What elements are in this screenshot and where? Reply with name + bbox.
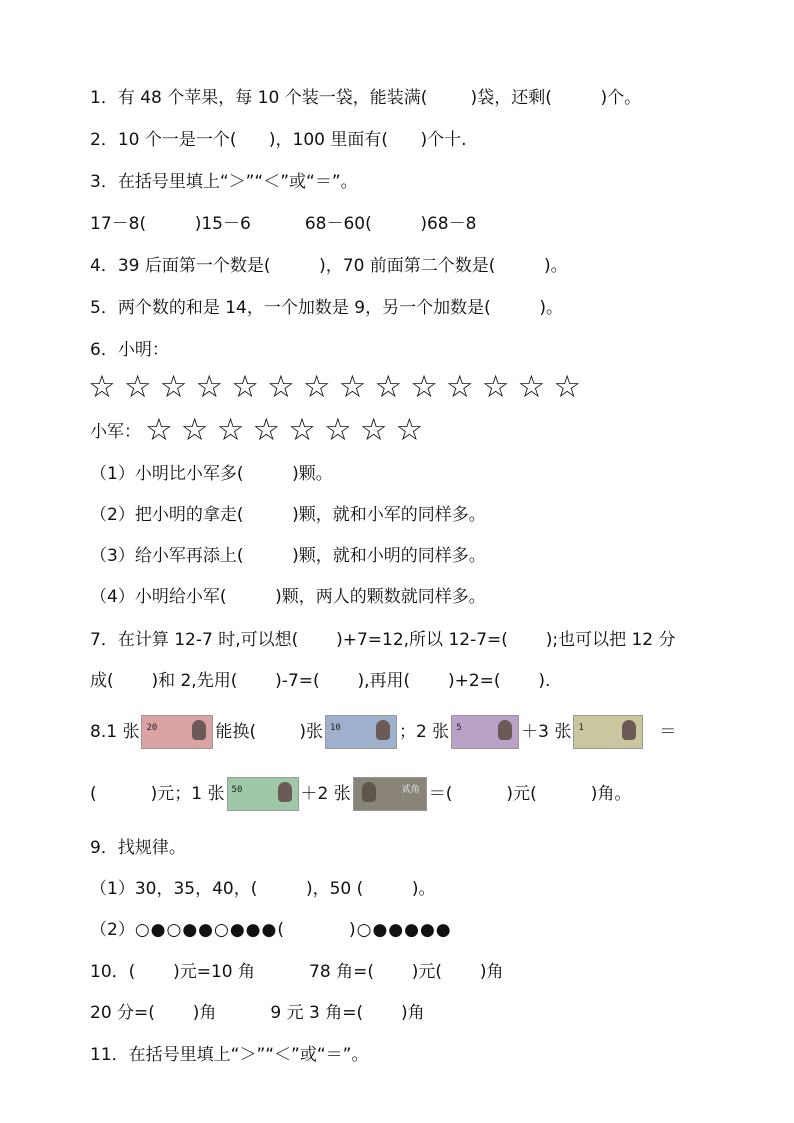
question-7-text-1: 7．在计算 12-7 时,可以想( )+7=12,所以 12-7=( );也可以把 12 分 [90,630,676,650]
question-7-line-1 [90,628,676,652]
portrait-icon [192,720,206,740]
question-5 [90,296,563,320]
portrait-icon [498,720,512,740]
banknote-value: 1 [578,723,584,733]
question-6-label: 6．小明： [90,340,169,360]
question-6-2 [90,503,486,527]
portrait-icon [362,782,376,802]
banknote-10-yuan [325,715,397,749]
question-10-line-2 [90,1001,425,1025]
question-6-2-text: （2）把小明的拿走( )颗，就和小军的同样多。 [90,505,486,525]
question-11 [90,1043,368,1067]
question-8-line-1 [90,714,676,750]
q8-text-2: 能换( )张 [215,722,323,742]
banknote-2-jiao [353,777,427,811]
q8-text-3: ；2 张 [398,722,450,742]
xiaojun-row [90,420,141,444]
question-6-4 [90,585,486,609]
question-7-line-2 [90,669,550,693]
banknote-1-yuan [573,715,643,749]
question-6-4-text: （4）小明给小军( )颗，两人的颗数就同样多。 [90,587,486,607]
portrait-icon [278,782,292,802]
question-3-comparisons: 17－8( )15－6 68－60( )68－8 [90,214,477,234]
banknote-5-yuan [451,715,519,749]
question-9-2-prefix: （2） [90,920,135,940]
question-10-text-2: 20 分=( )角 9 元 3 角=( )角 [90,1003,425,1023]
portrait-icon [376,720,390,740]
question-3 [90,170,358,194]
banknote-value: 20 [146,723,158,733]
q8-text-7: ＋2 张 [300,784,351,804]
question-2 [90,128,466,152]
question-1-text: 1．有 48 个苹果，每 10 个装一袋，能装满( )袋，还剩( )个。 [90,88,642,108]
question-7-text-2: 成( )和 2,先用( )-7=( ),再用( )+2=( ). [90,671,551,691]
banknote-value: 10 [329,723,341,733]
question-3-text: 3．在括号里填上“＞”“＜”或“＝”。 [90,172,358,192]
question-6-1 [90,462,333,486]
q8-text-4: ＋3 张 [521,722,572,742]
banknote-50-yuan [227,777,299,811]
xiaojun-stars: ☆☆☆☆☆☆☆☆ [145,412,432,448]
question-9 [90,836,186,860]
xiaojun-label: 小军： [90,422,141,442]
question-11-text: 11．在括号里填上“＞”“＜”或“＝”。 [90,1045,369,1065]
portrait-icon [622,720,636,740]
question-3-items [90,212,476,236]
question-6-3 [90,544,486,568]
question-10-text-1: 10．( )元=10 角 78 角=( )元( )角 [90,962,504,982]
xiaoming-stars: ☆☆☆☆☆☆☆☆☆☆☆☆☆☆ [88,369,590,405]
q8-text-8: ＝( )元( )角。 [428,784,632,804]
question-5-text: 5．两个数的和是 14，一个加数是 9，另一个加数是( )。 [90,298,563,318]
question-1 [90,86,641,110]
question-10-line-1 [90,960,504,984]
question-4-text: 4．39 后面第一个数是( )，70 前面第二个数是( )。 [90,256,568,276]
circle-pattern: ○●○●●○●●●( )○●●●●● [134,920,452,940]
q8-text-5: ＝ [659,722,677,742]
question-9-1 [90,877,436,901]
question-6-1-text: （1）小明比小军多( )颗。 [90,464,333,484]
banknote-value: 50 [231,785,243,795]
q8-text-1: 8.1 张 [90,722,140,742]
question-4 [90,254,568,278]
banknote-20-yuan [141,715,213,749]
question-6-3-text: （3）给小军再添上( )颗，就和小明的同样多。 [90,546,486,566]
question-9-text: 9．找规律。 [90,838,186,858]
banknote-value: 5 [456,723,462,733]
question-9-2 [90,918,452,942]
question-8-line-2 [90,776,631,812]
question-9-1-text: （1）30，35，40，( )，50 ( )。 [90,879,436,899]
q8-text-6: ( )元；1 张 [90,784,225,804]
banknote-value: 贰角 [401,785,420,795]
question-6 [90,338,169,362]
question-2-text: 2．10 个一是一个( )，100 里面有( )个十. [90,130,467,150]
